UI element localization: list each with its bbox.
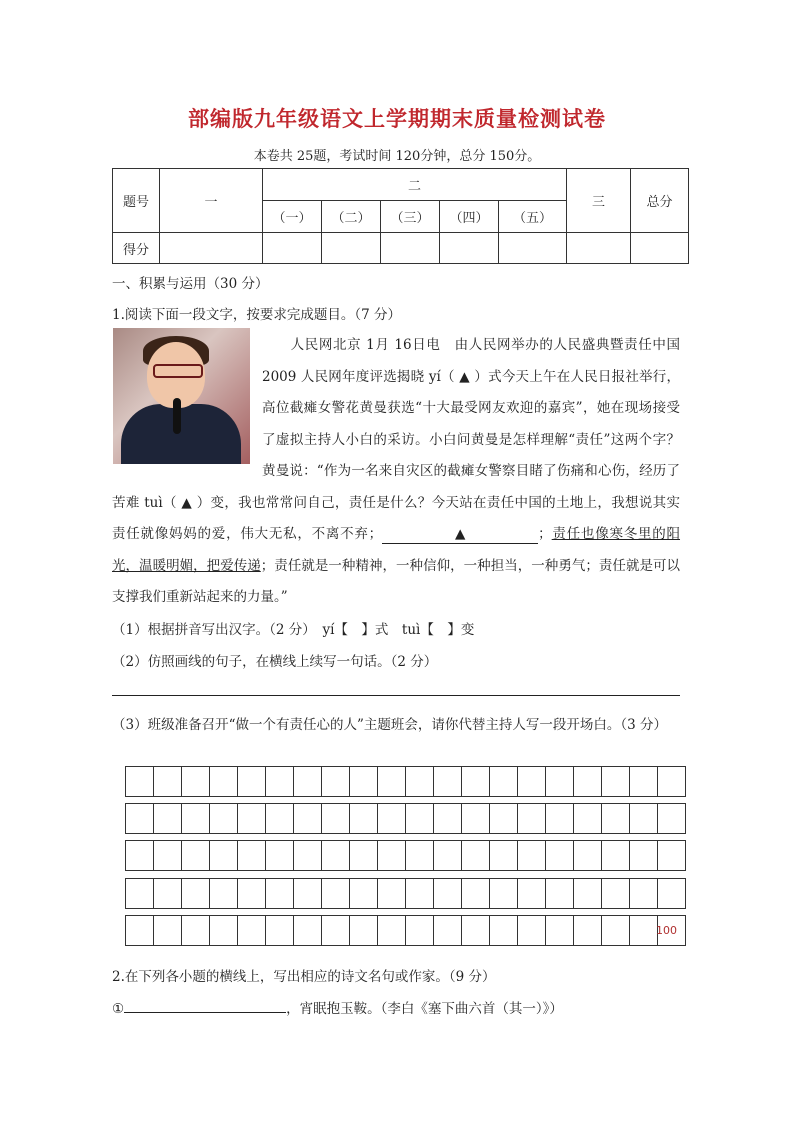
grid-cell[interactable] — [629, 878, 657, 909]
grid-cell[interactable] — [153, 915, 181, 946]
grid-cell[interactable] — [601, 878, 629, 909]
grid-cell[interactable] — [349, 915, 377, 946]
grid-cell[interactable] — [293, 803, 321, 834]
grid-cell[interactable] — [461, 766, 489, 797]
item-marker: ① — [112, 1001, 125, 1017]
grid-cell[interactable] — [377, 915, 405, 946]
answer-blank[interactable]: ▲ — [382, 525, 538, 544]
header-part-two: 二 — [263, 169, 567, 201]
grid-cell[interactable] — [405, 803, 433, 834]
grid-cell[interactable] — [265, 803, 293, 834]
poem-text: ，宵眠抱玉鞍。（李白《塞下曲六首（其一）》） — [286, 1001, 563, 1017]
grid-cell[interactable] — [573, 878, 601, 909]
score-cell[interactable] — [322, 233, 381, 264]
passage-ending: ；责任就是一种精神，一种信仰，一种担当，一种勇气；责任就是可以支撑我们重新站起来的力量。” — [112, 557, 681, 605]
grid-cell[interactable] — [629, 915, 657, 946]
grid-cell[interactable] — [517, 840, 545, 871]
grid-row[interactable] — [125, 915, 686, 946]
grid-cell[interactable] — [545, 803, 573, 834]
grid-cell[interactable] — [629, 766, 657, 797]
score-table — [112, 168, 689, 264]
grid-cell[interactable] — [461, 878, 489, 909]
grid-cell[interactable] — [209, 878, 237, 909]
question-1-heading: 1.阅读下面一段文字，按要求完成题目。（7 分） — [112, 307, 402, 323]
grid-cell[interactable] — [209, 840, 237, 871]
grid-cell[interactable] — [321, 803, 349, 834]
reading-passage — [112, 330, 680, 614]
score-cell[interactable] — [263, 233, 322, 264]
grid-cell[interactable] — [153, 766, 181, 797]
header-part-three: 三 — [567, 169, 631, 233]
grid-cell[interactable] — [321, 840, 349, 871]
grid-cell[interactable] — [545, 915, 573, 946]
grid-cell[interactable] — [489, 915, 517, 946]
grid-cell[interactable] — [517, 915, 545, 946]
grid-cell[interactable] — [657, 915, 686, 946]
grid-cell[interactable] — [433, 840, 461, 871]
grid-cell[interactable] — [405, 878, 433, 909]
section-heading: 一、积累与运用（30 分） — [112, 276, 269, 292]
header-total: 总分 — [631, 169, 689, 233]
grid-cell[interactable] — [489, 840, 517, 871]
score-cell[interactable] — [499, 233, 567, 264]
grid-cell[interactable] — [405, 766, 433, 797]
grid-cell[interactable] — [489, 766, 517, 797]
sub-col-5: （五） — [499, 201, 567, 233]
grid-cell[interactable] — [181, 915, 209, 946]
page-title: 部编版九年级语文上学期期末质量检测试卷 — [188, 106, 606, 131]
header-part-one: 一 — [160, 169, 263, 233]
grid-cell[interactable] — [489, 878, 517, 909]
grid-cell[interactable] — [433, 803, 461, 834]
passage-semicolon: ； — [538, 526, 552, 542]
sub-question-2: （2）仿照画线的句子，在横线上续写一句话。（2 分） — [112, 654, 438, 670]
sub-question-1: （1）根据拼音写出汉字。（2 分） yí【 】式 tuì【 】变 — [112, 622, 475, 638]
grid-cell[interactable] — [153, 840, 181, 871]
grid-cell[interactable] — [545, 878, 573, 909]
grid-cell[interactable] — [125, 803, 153, 834]
grid-cell[interactable] — [517, 766, 545, 797]
grid-cell[interactable] — [321, 878, 349, 909]
grid-cell[interactable] — [349, 766, 377, 797]
grid-cell[interactable] — [405, 915, 433, 946]
grid-cell[interactable] — [657, 803, 686, 834]
grid-cell[interactable] — [657, 766, 686, 797]
grid-cell[interactable] — [209, 915, 237, 946]
grid-cell[interactable] — [517, 878, 545, 909]
grid-cell[interactable] — [125, 766, 153, 797]
grid-row[interactable] — [125, 878, 686, 909]
grid-cell[interactable] — [181, 840, 209, 871]
grid-cell[interactable] — [545, 840, 573, 871]
grid-row[interactable] — [125, 840, 686, 871]
sub-col-1: （一） — [263, 201, 322, 233]
photo-spacer — [112, 330, 262, 485]
grid-cell[interactable] — [601, 766, 629, 797]
grid-cell[interactable] — [573, 766, 601, 797]
grid-cell[interactable] — [433, 766, 461, 797]
grid-cell[interactable] — [573, 840, 601, 871]
grid-cell[interactable] — [181, 766, 209, 797]
grid-cell[interactable] — [237, 915, 265, 946]
grid-cell[interactable] — [125, 840, 153, 871]
grid-cell[interactable] — [293, 766, 321, 797]
grid-cell[interactable] — [265, 915, 293, 946]
grid-cell[interactable] — [433, 878, 461, 909]
grid-row[interactable] — [125, 766, 686, 797]
grid-cell[interactable] — [265, 766, 293, 797]
grid-cell[interactable] — [657, 840, 686, 871]
passage-text: 人民网北京 1月 16日电 由人民网举办的人民盛典暨责任中国 2009 人民网年度评选揭晓 yí（ ▲ ）式今天上午在人民日报社举行，高位截瘫女警花黄曼获选“十大最受网友欢迎的嘉宾”，她在现场接受了虚拟主持人小白的采访。小白问黄曼是怎样理解“责任”这两个字？黄曼说：“作为一名来自灾区的截瘫女警察目睹了伤痛和心伤，经历了苦难 tuì（ ▲ ）变，我也常常问自己，责任是什么？今天站在责任中国的土地上，我想说其实责任就像妈妈的爱，伟大无私，不离不弃； — [112, 337, 680, 542]
grid-cell[interactable] — [573, 803, 601, 834]
grid-count-label: 100 — [656, 924, 677, 937]
grid-cell[interactable] — [125, 915, 153, 946]
grid-cell[interactable] — [629, 803, 657, 834]
grid-cell[interactable] — [489, 803, 517, 834]
grid-cell[interactable] — [573, 915, 601, 946]
score-cell[interactable] — [631, 233, 689, 264]
grid-cell[interactable] — [321, 915, 349, 946]
sub-col-4: （四） — [440, 201, 499, 233]
score-cell[interactable] — [381, 233, 440, 264]
grid-cell[interactable] — [293, 840, 321, 871]
grid-cell[interactable] — [293, 878, 321, 909]
grid-cell[interactable] — [545, 766, 573, 797]
grid-cell[interactable] — [265, 840, 293, 871]
grid-cell[interactable] — [209, 766, 237, 797]
grid-cell[interactable] — [153, 878, 181, 909]
grid-cell[interactable] — [237, 878, 265, 909]
grid-cell[interactable] — [125, 878, 153, 909]
grid-cell[interactable] — [293, 915, 321, 946]
question-2-heading: 2.在下列各小题的横线上，写出相应的诗文名句或作家。（9 分） — [112, 969, 496, 985]
sub-col-3: （三） — [381, 201, 440, 233]
grid-cell[interactable] — [349, 803, 377, 834]
grid-cell[interactable] — [181, 878, 209, 909]
grid-cell[interactable] — [237, 766, 265, 797]
sub-question-3: （3）班级准备召开“做一个有责任心的人”主题班会，请你代替主持人写一段开场白。（3 分） — [112, 717, 668, 733]
grid-cell[interactable] — [237, 840, 265, 871]
answer-line[interactable] — [112, 695, 680, 696]
underlined-sentence: 责任也像寒冬里的阳光，温暖明媚，把爱传递 — [112, 526, 681, 574]
header-defen: 得分 — [113, 233, 160, 264]
grid-cell[interactable] — [517, 803, 545, 834]
grid-cell[interactable] — [349, 878, 377, 909]
grid-cell[interactable] — [433, 915, 461, 946]
grid-cell[interactable] — [209, 803, 237, 834]
grid-cell[interactable] — [377, 878, 405, 909]
header-tihao: 题号 — [113, 169, 160, 233]
grid-cell[interactable] — [629, 840, 657, 871]
grid-cell[interactable] — [461, 840, 489, 871]
grid-cell[interactable] — [377, 840, 405, 871]
grid-row[interactable] — [125, 803, 686, 834]
grid-cell[interactable] — [601, 840, 629, 871]
poem-blank[interactable] — [124, 998, 286, 1013]
sub-col-2: （二） — [322, 201, 381, 233]
grid-cell[interactable] — [237, 803, 265, 834]
grid-cell[interactable] — [153, 803, 181, 834]
exam-info: 本卷共 25题，考试时间 120分钟，总分 150分。 — [253, 149, 541, 164]
grid-cell[interactable] — [657, 878, 686, 909]
score-cell[interactable] — [160, 233, 263, 264]
grid-cell[interactable] — [461, 915, 489, 946]
grid-cell[interactable] — [265, 878, 293, 909]
grid-cell[interactable] — [461, 803, 489, 834]
score-cell[interactable] — [567, 233, 631, 264]
grid-cell[interactable] — [377, 766, 405, 797]
score-cell[interactable] — [440, 233, 499, 264]
grid-cell[interactable] — [321, 766, 349, 797]
grid-cell[interactable] — [377, 803, 405, 834]
grid-cell[interactable] — [405, 840, 433, 871]
question-2-item-1 — [112, 997, 563, 1017]
grid-cell[interactable] — [349, 840, 377, 871]
grid-cell[interactable] — [181, 803, 209, 834]
grid-cell[interactable] — [601, 803, 629, 834]
grid-cell[interactable] — [601, 915, 629, 946]
